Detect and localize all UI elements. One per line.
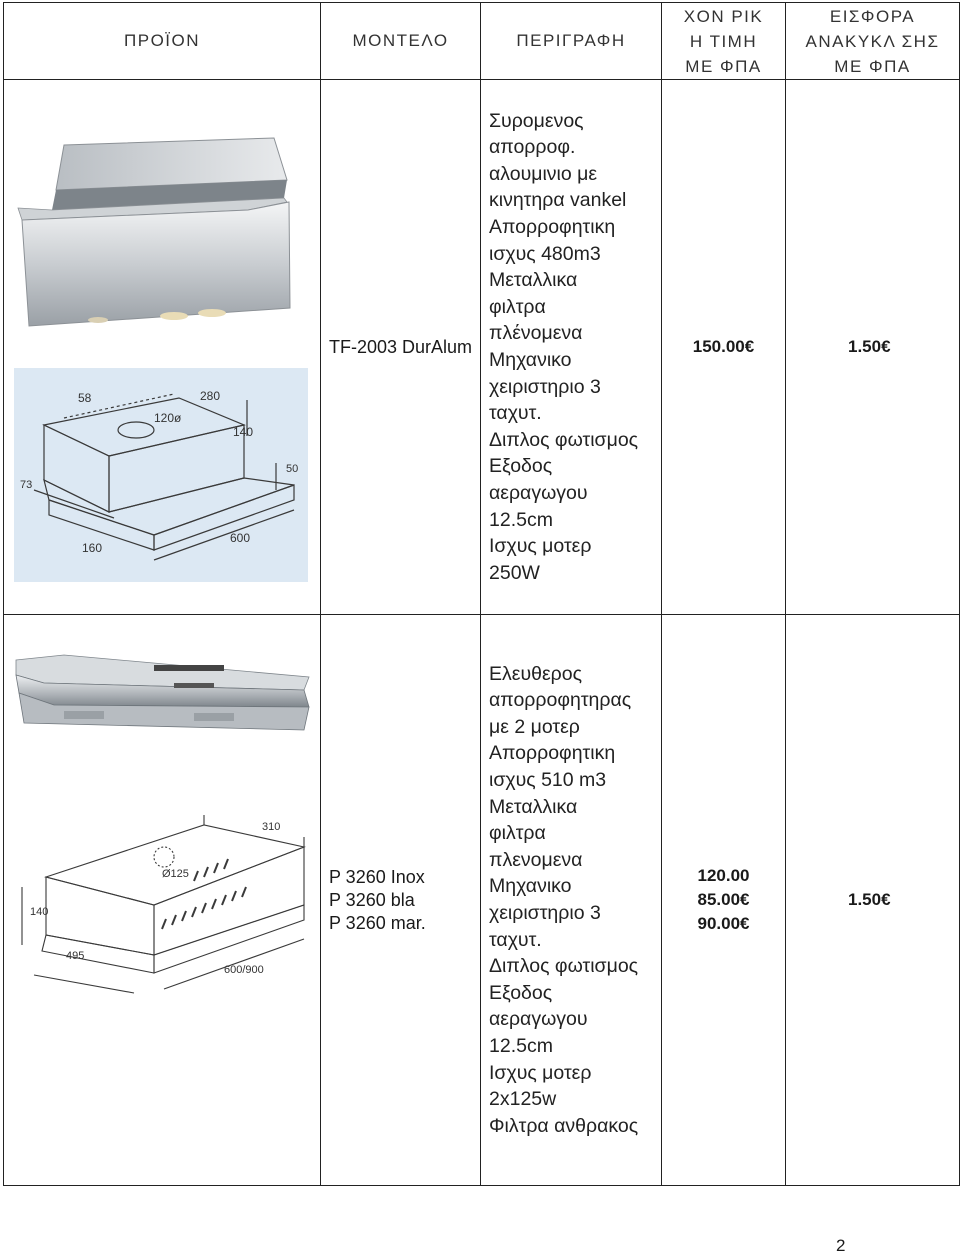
description-line: Μεταλλικα [489,269,578,292]
header-retail-price [662,3,786,80]
model-cell [321,80,481,615]
drawing-label: 50 [286,463,299,475]
retail-price-cell [662,80,786,615]
product-image-cell [4,615,321,1186]
product-photo-freestanding-hood [4,615,320,1185]
retail-price: 150.00€ [692,337,755,356]
drawing-label: 310 [262,821,281,833]
table-header-row [4,3,960,80]
recycling-fee-cell [786,615,960,1186]
description-line: Διπλος φωτισμος [489,955,639,978]
header-retail-price-line: ΧΟΝ ΡΙΚ [683,6,764,26]
description-line: με 2 μοτερ [489,715,580,738]
drawing-label: 58 [78,391,92,405]
recycling-fee: 1.50€ [848,890,891,909]
description-line: ισχυς 480m3 [489,242,601,265]
description-line: 12.5cm [489,1034,553,1057]
table-row [4,80,960,615]
description-line: ισχυς 510 m3 [489,769,607,792]
description-line: Απορροφητικη [489,216,616,239]
description-line: πλένομενα [489,322,583,345]
description-line: Ισχυς μοτερ [489,1061,592,1084]
retail-price: 85.00€ [697,890,750,909]
description-line: Συρομενος [489,109,584,132]
model-name: P 3260 bla [329,889,415,910]
description-line: αεραγωγου [489,1008,588,1031]
description-cell [481,80,662,615]
description-line: απορροφ. [489,136,576,159]
description-line: 2x125w [489,1088,557,1111]
description-line: κινητηρα vankel [489,189,627,212]
description-line: Μεταλλικα [489,795,578,818]
description-line: Φιλτρα ανθρακος [489,1114,639,1137]
description-line: χειριστηριο 3 [489,902,601,924]
description-line: Απορροφητικη [489,742,616,765]
description-line: Μηχανικο [489,875,572,898]
model-name: P 3260 Inox [329,866,425,887]
product-image-cell [4,80,321,615]
description-line: 250W [489,561,540,584]
description-line: αεραγωγου [489,481,588,504]
header-product: ΠΡΟΪΟΝ [4,3,321,80]
description-line: Εξοδος [489,981,553,1004]
description-line: Μηχανικο [489,349,572,371]
description-line: Διπλος φωτισμος [489,428,639,451]
price-table [3,2,960,1186]
description-line: ταχυτ. [489,928,542,951]
retail-price: 120.00 [697,866,750,885]
header-recycling-fee-line: ΜΕ ΦΠΑ [834,56,911,76]
drawing-label: 140 [30,906,49,918]
header-retail-price-line: ΜΕ ΦΠΑ [685,56,762,76]
description-line: Εξοδος [489,455,553,478]
description-line: χειριστηριο 3 [489,375,601,398]
product-photo-telescopic-hood [4,80,320,614]
drawing-label: 140 [233,425,254,439]
recycling-fee-cell [786,80,960,615]
header-recycling-fee [786,3,960,80]
header-retail-price-line: Η ΤΙΜΗ [689,31,758,51]
retail-price-cell [662,615,786,1186]
hood-technical-drawing [14,368,308,582]
retail-price: 90.00€ [697,914,750,933]
drawing-label: 495 [66,950,85,962]
description-line: πλενομενα [489,848,583,871]
model-name: P 3260 mar. [329,912,426,933]
table-row [4,615,960,1186]
drawing-label: 600/900 [224,964,264,976]
description-cell [481,615,662,1186]
drawing-label: 280 [200,389,221,403]
model-name: TF-2003 DurAlum [329,336,473,357]
drawing-label: 73 [20,479,33,491]
hood-photo [16,655,309,730]
description-line: φιλτρα [489,295,546,318]
description-line: απορροφητηρας [489,689,632,712]
hood-photo [18,138,290,326]
drawing-label: 600 [230,531,251,545]
page-number: 2 [836,1236,846,1255]
description-line: ταχυτ. [489,402,542,425]
description-line: 12.5cm [489,508,553,531]
recycling-fee: 1.50€ [848,337,891,356]
description-line: φιλτρα [489,822,546,845]
header-model: ΜΟΝΤΕΛΟ [321,3,481,80]
description-line: Ελευθερος [489,662,582,685]
model-cell [321,615,481,1186]
drawing-label: Ø125 [162,868,189,880]
header-recycling-fee-line: ΑΝΑΚΥΚΛ ΣΗΣ [805,31,940,51]
description-line: Ισχυς μοτερ [489,535,592,558]
drawing-label: 120ø [154,411,182,425]
description-line: αλουμινιο με [489,162,598,185]
header-description: ΠΕΡΙΓΡΑΦΗ [481,3,662,80]
drawing-label: 160 [82,541,103,555]
header-recycling-fee-line: ΕΙΣΦΟΡΑ [829,6,916,26]
